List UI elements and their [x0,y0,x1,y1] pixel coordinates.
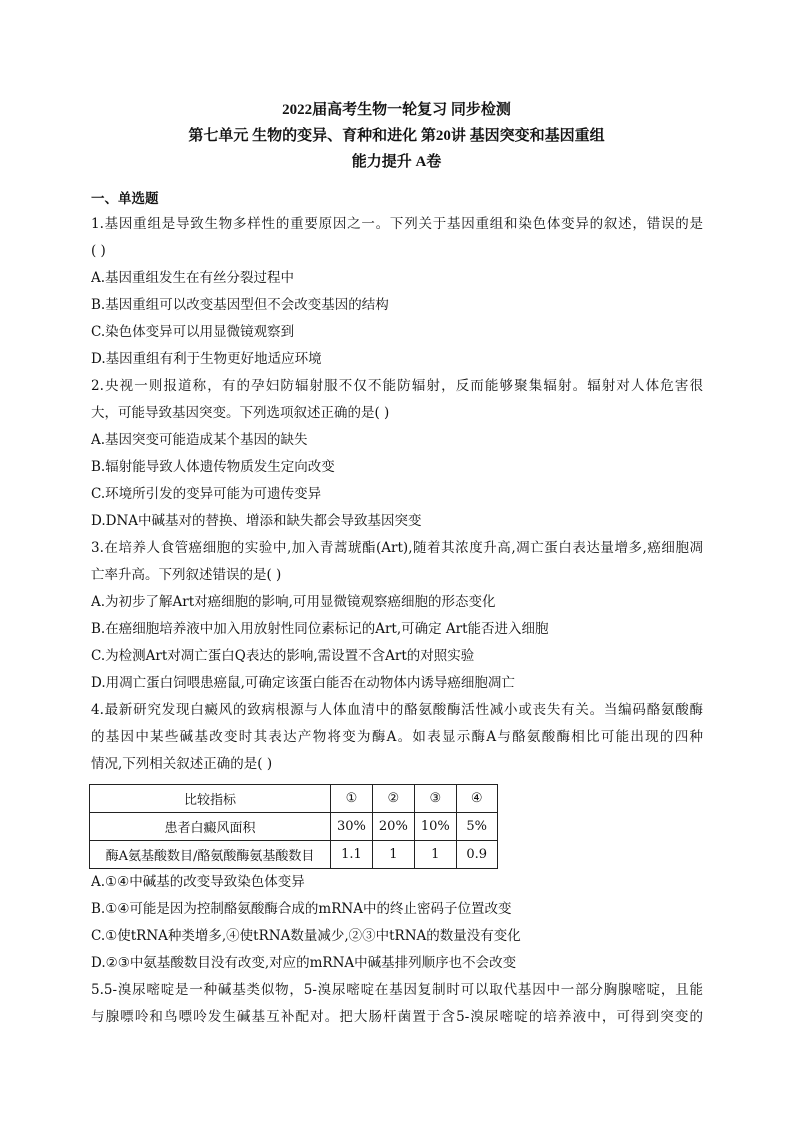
table-header-cell: ④ [456,785,497,813]
comparison-table [89,784,498,869]
text-line: D.②③中氨基酸数目没有改变,对应的mRNA中碱基排列顺序也不会改变 [91,955,517,971]
volume-title: 能力提升 A卷 [351,154,442,170]
text-line: B.①④可能是因为控制酪氨酸酶合成的mRNA中的终止密码子位置改变 [91,901,512,917]
table-cell: 30% [331,813,373,841]
text-line: B.基因重组可以改变基因型但不会改变基因的结构 [91,297,389,313]
text-line: D.用凋亡蛋白饲喂患癌鼠,可确定该蛋白能否在动物体内诱导癌细胞凋亡 [91,675,515,691]
text-line: 亡率升高。下列叙述错误的是( ) [91,567,282,583]
text-line: A.为初步了解Art对癌细胞的影响,可用显微镜观察癌细胞的形态变化 [91,594,496,610]
text-line: A.基因突变可能造成某个基因的缺失 [91,432,308,448]
table-cell: 1 [414,841,456,869]
text-line: C.染色体变异可以用显微镜观察到 [91,324,295,340]
text-line: 4.最新研究发现白癜风的致病根源与人体血清中的酪氨酸酶活性减小或丧失有关。当编码酪氨酸酶 [91,702,703,718]
title-block [0,97,793,175]
text-line: D.DNA中碱基对的替换、增添和缺失都会导致基因突变 [91,513,422,529]
table-cell: 患者白癜风面积 [90,813,331,841]
table-cell: 0.9 [456,841,497,869]
text-line: 1.基因重组是导致生物多样性的重要原因之一。下列关于基因重组和染色体变异的叙述，错误的是 [91,216,703,232]
text-line: D.基因重组有利于生物更好地适应环境 [91,351,322,367]
text-line: 5.5-溴尿嘧啶是一种碱基类似物，5-溴尿嘧啶在基因复制时可以取代基因中一部分胸腺嘧啶，且能 [91,982,703,998]
text-line: C.为检测Art对凋亡蛋白Q表达的影响,需设置不含Art的对照实验 [91,648,475,664]
doc-title: 2022届高考生物一轮复习 同步检测 [282,102,511,118]
table-row [90,813,498,841]
question-body [91,187,703,1031]
section-heading: 一、单选题 [91,191,159,207]
questions-4-options-and-5 [91,869,703,1031]
text-line: 与腺嘌呤和鸟嘌呤发生碱基互补配对。把大肠杆菌置于含5-溴尿嘧啶的培养液中，可得到突变的 [91,1009,703,1025]
text-line: C.①使tRNA种类增多,④使tRNA数量减少,②③中tRNA的数量没有变化 [91,928,521,944]
text-line: A.基因重组发生在有丝分裂过程中 [91,270,295,286]
text-line: B.在癌细胞培养液中加入用放射性同位素标记的Art,可确定 Art能否进入细胞 [91,621,549,637]
text-line: C.环境所引发的变异可能为可遗传变异 [91,486,322,502]
table-row [90,841,498,869]
table-header-cell: 比较指标 [90,785,331,813]
table-cell: 1.1 [331,841,373,869]
table-cell: 1 [372,841,414,869]
text-line: 情况,下列相关叙述正确的是( ) [91,756,273,772]
table-cell: 20% [372,813,414,841]
text-line: A.①④中碱基的改变导致染色体变异 [91,874,305,890]
table-header-cell: ① [331,785,373,813]
unit-title: 第七单元 生物的变异、育种和进化 第20讲 基因突变和基因重组 [188,128,605,144]
text-line: 2.央视一则报道称，有的孕妇防辐射服不仅不能防辐射，反而能够聚集辐射。辐射对人体危害很 [91,378,703,394]
table-header-cell: ③ [414,785,456,813]
questions-1-to-4 [91,211,703,778]
text-line: B.辐射能导致人体遗传物质发生定向改变 [91,459,335,475]
text-line: ( ) [91,243,106,259]
text-line: 3.在培养人食管癌细胞的实验中,加入青蒿琥酯(Art),随着其浓度升高,凋亡蛋白表达量增多,癌细胞凋 [91,540,703,556]
table-cell: 5% [456,813,497,841]
text-line: 大，可能导致基因突变。下列选项叙述正确的是( ) [91,405,390,421]
text-line: 的基因中某些碱基改变时其表达产物将变为酶A。如表显示酶A与酪氨酸酶相比可能出现的四种 [91,729,703,745]
table-cell: 酶A氨基酸数目/酪氨酸酶氨基酸数目 [90,841,331,869]
table-header-cell: ② [372,785,414,813]
table-header-row [90,785,498,813]
table-cell: 10% [414,813,456,841]
